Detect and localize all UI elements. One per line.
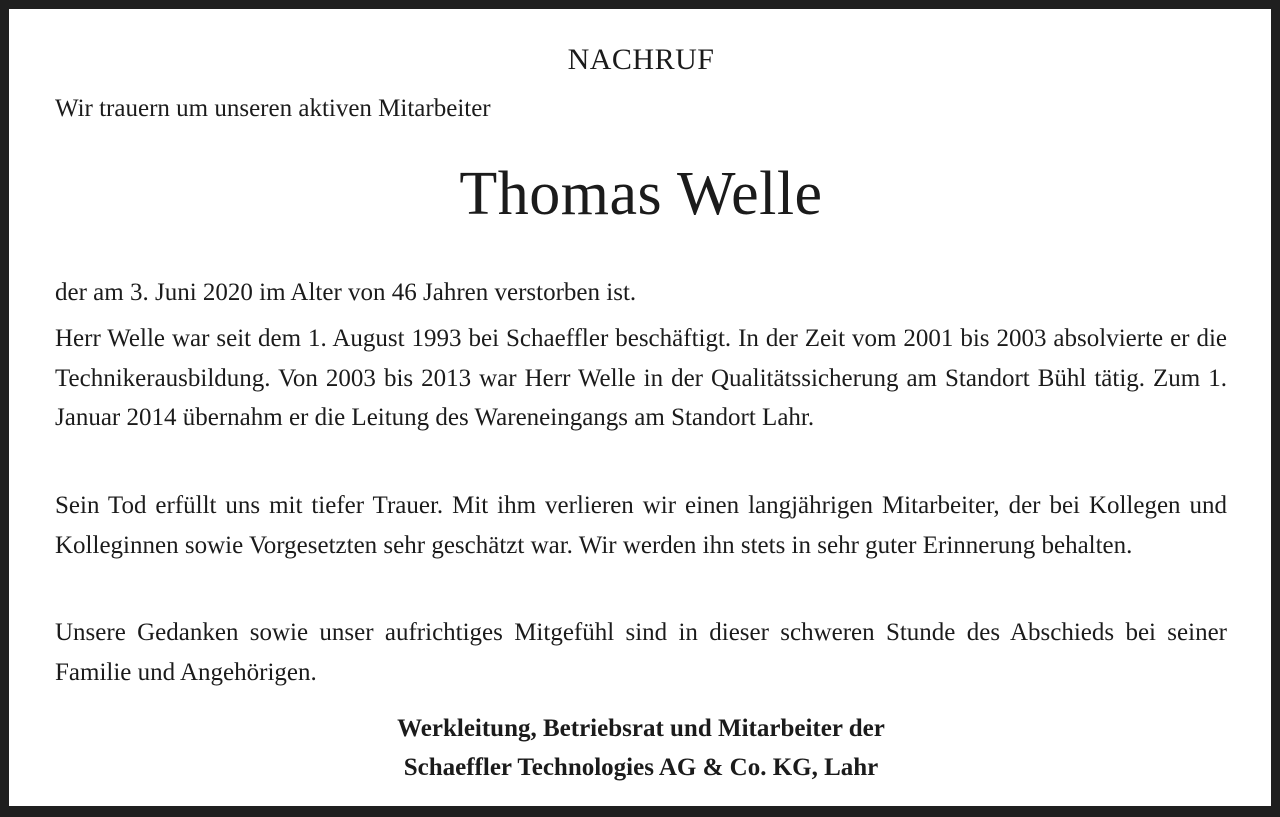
death-date-paragraph: der am 3. Juni 2020 im Alter von 46 Jahren verstorben ist. xyxy=(55,279,637,306)
signature-line-1: Werkleitung, Betriebsrat und Mitarbeiter der xyxy=(397,715,885,742)
deceased-name: Thomas Welle xyxy=(459,160,823,228)
career-paragraph: Herr Welle war seit dem 1. August 1993 bei Schaeffler beschäftigt. In der Zeit vom 2001 bis 2003 absolvierte er die Technikerausbildung. Von 2003 bis 2013 war Herr Welle in der Qualitätssicherung am Standort Bühl tätig. Zum 1. Januar 2014 übernahm er die Leitung des Wareneingangs am Standort Lahr. xyxy=(55,325,1227,431)
notice-heading: NACHRUF xyxy=(567,43,715,76)
obituary-notice xyxy=(9,9,1271,806)
signature xyxy=(55,709,1227,787)
intro-text: Wir trauern um unseren aktiven Mitarbeiter xyxy=(55,95,491,122)
condolence-paragraph: Unsere Gedanken sowie unser aufrichtiges Mitgefühl sind in dieser schweren Stunde des Abschieds bei seiner Familie und Angehörigen. xyxy=(55,619,1227,686)
grief-paragraph: Sein Tod erfüllt uns mit tiefer Trauer. Mit ihm verlieren wir einen langjährigen Mitarbeiter, der bei Kollegen und Kolleginnen sowie Vorgesetzten sehr geschätzt war. Wir werden ihn stets in sehr guter Erinnerung behalten. xyxy=(55,492,1227,559)
signature-line-2: Schaeffler Technologies AG & Co. KG, Lahr xyxy=(403,754,879,781)
